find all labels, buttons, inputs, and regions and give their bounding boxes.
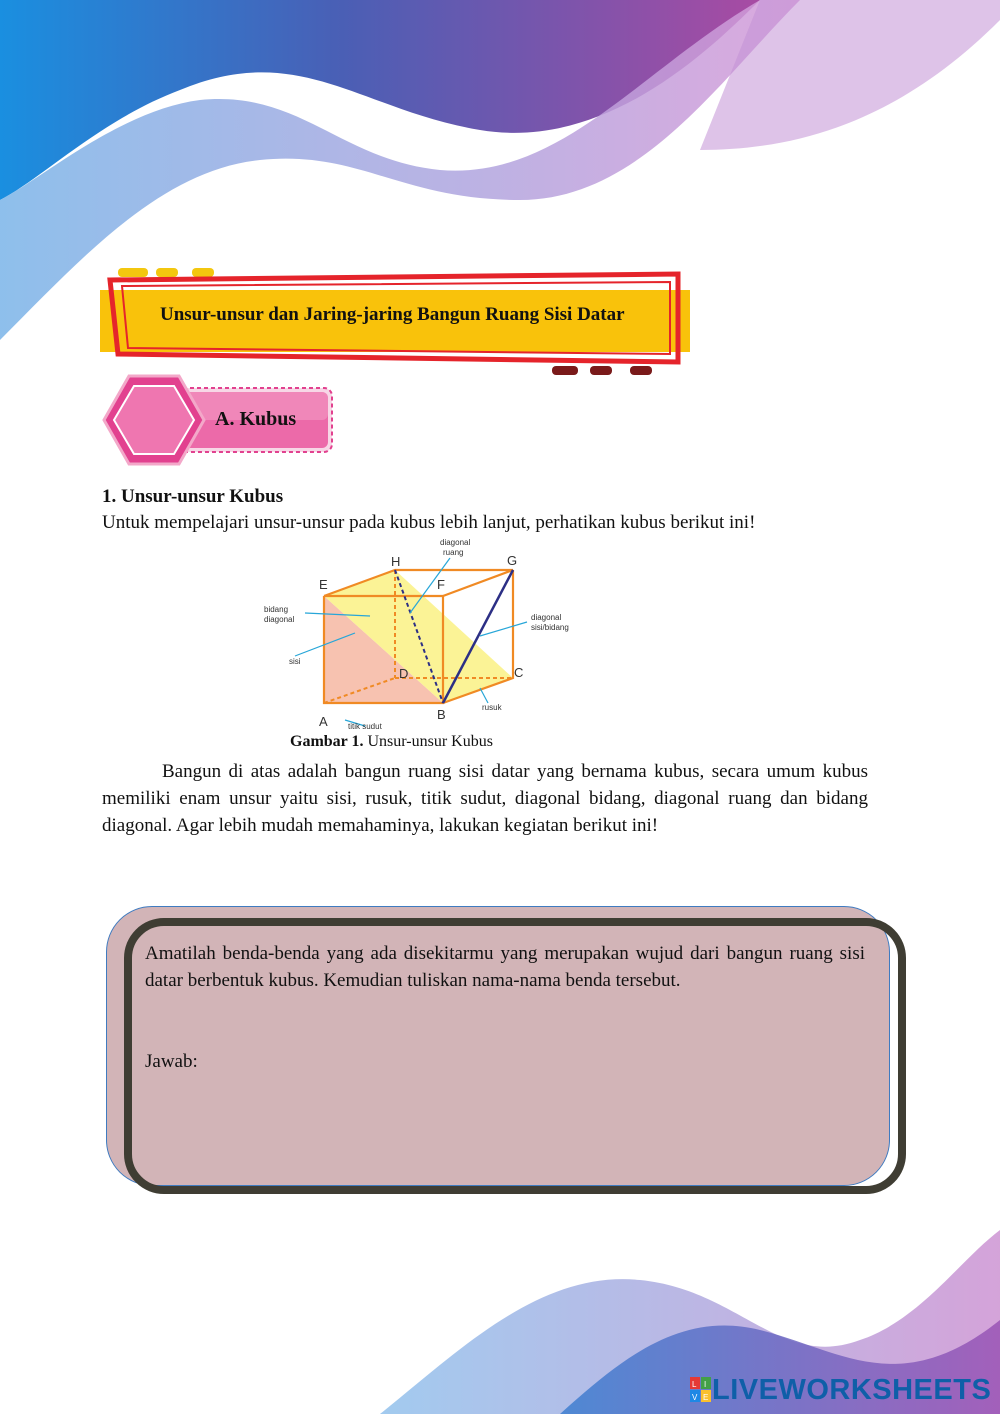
vertex-e: E — [319, 577, 328, 592]
answer-field[interactable] — [145, 1078, 865, 1168]
vertex-d: D — [399, 666, 409, 681]
label-diagonal-ruang-2: ruang — [443, 548, 464, 557]
liveworksheets-logo-icon — [690, 1377, 712, 1403]
caption-text: Unsur-unsur Kubus — [363, 733, 493, 750]
vertex-g: G — [507, 553, 518, 568]
caption-bold: Gambar 1. — [290, 733, 364, 750]
label-bidang-diagonal-2: diagonal — [264, 615, 295, 624]
subsection-heading: 1. Unsur-unsur Kubus — [102, 486, 284, 507]
vertex-b: B — [437, 707, 446, 722]
label-sisi: sisi — [289, 657, 301, 666]
svg-text:E: E — [703, 1393, 709, 1402]
watermark-text: LIVEWORKSHEETS — [712, 1373, 992, 1406]
vertex-a: A — [319, 714, 328, 729]
vertex-f: F — [437, 577, 445, 592]
figure-caption — [290, 731, 493, 753]
label-titik-sudut: titik sudut — [348, 722, 382, 731]
liveworksheets-watermark — [690, 1372, 991, 1408]
label-diagonal-ruang-1: diagonal — [440, 538, 471, 547]
section-heading: A. Kubus — [215, 408, 297, 430]
label-diagonal-sisi-1: diagonal — [531, 613, 562, 622]
vertex-c: C — [514, 665, 524, 680]
body-paragraph: Bangun di atas adalah bangun ruang sisi datar yang bernama kubus, secara umum kubus memiliki enam unsur yaitu sisi, rusuk, titik sudut, diagonal bidang, diagonal ruang dan bidang diagonal. Agar lebih mudah memahaminya, lakukan kegiatan berikut ini! — [102, 761, 868, 836]
label-diagonal-sisi-2: sisi/bidang — [531, 623, 569, 632]
answer-label: Jawab: — [145, 1051, 198, 1072]
page-title: Unsur-unsur dan Jaring-jaring Bangun Ruang Sisi Datar — [160, 304, 625, 325]
cube-diagram — [255, 538, 585, 738]
label-bidang-diagonal-1: bidang — [264, 605, 289, 614]
intro-text: Untuk mempelajari unsur-unsur pada kubus lebih lanjut, perhatikan kubus berikut ini! — [102, 512, 756, 533]
svg-text:V: V — [692, 1393, 698, 1402]
svg-text:L: L — [692, 1380, 697, 1389]
vertex-h: H — [391, 554, 401, 569]
label-rusuk: rusuk — [482, 703, 502, 712]
svg-text:I: I — [704, 1380, 707, 1389]
task-instruction: Amatilah benda-benda yang ada disekitarmu yang merupakan wujud dari bangun ruang sisi datar berbentuk kubus. Kemudian tuliskan nama-nama benda tersebut. — [145, 943, 865, 991]
